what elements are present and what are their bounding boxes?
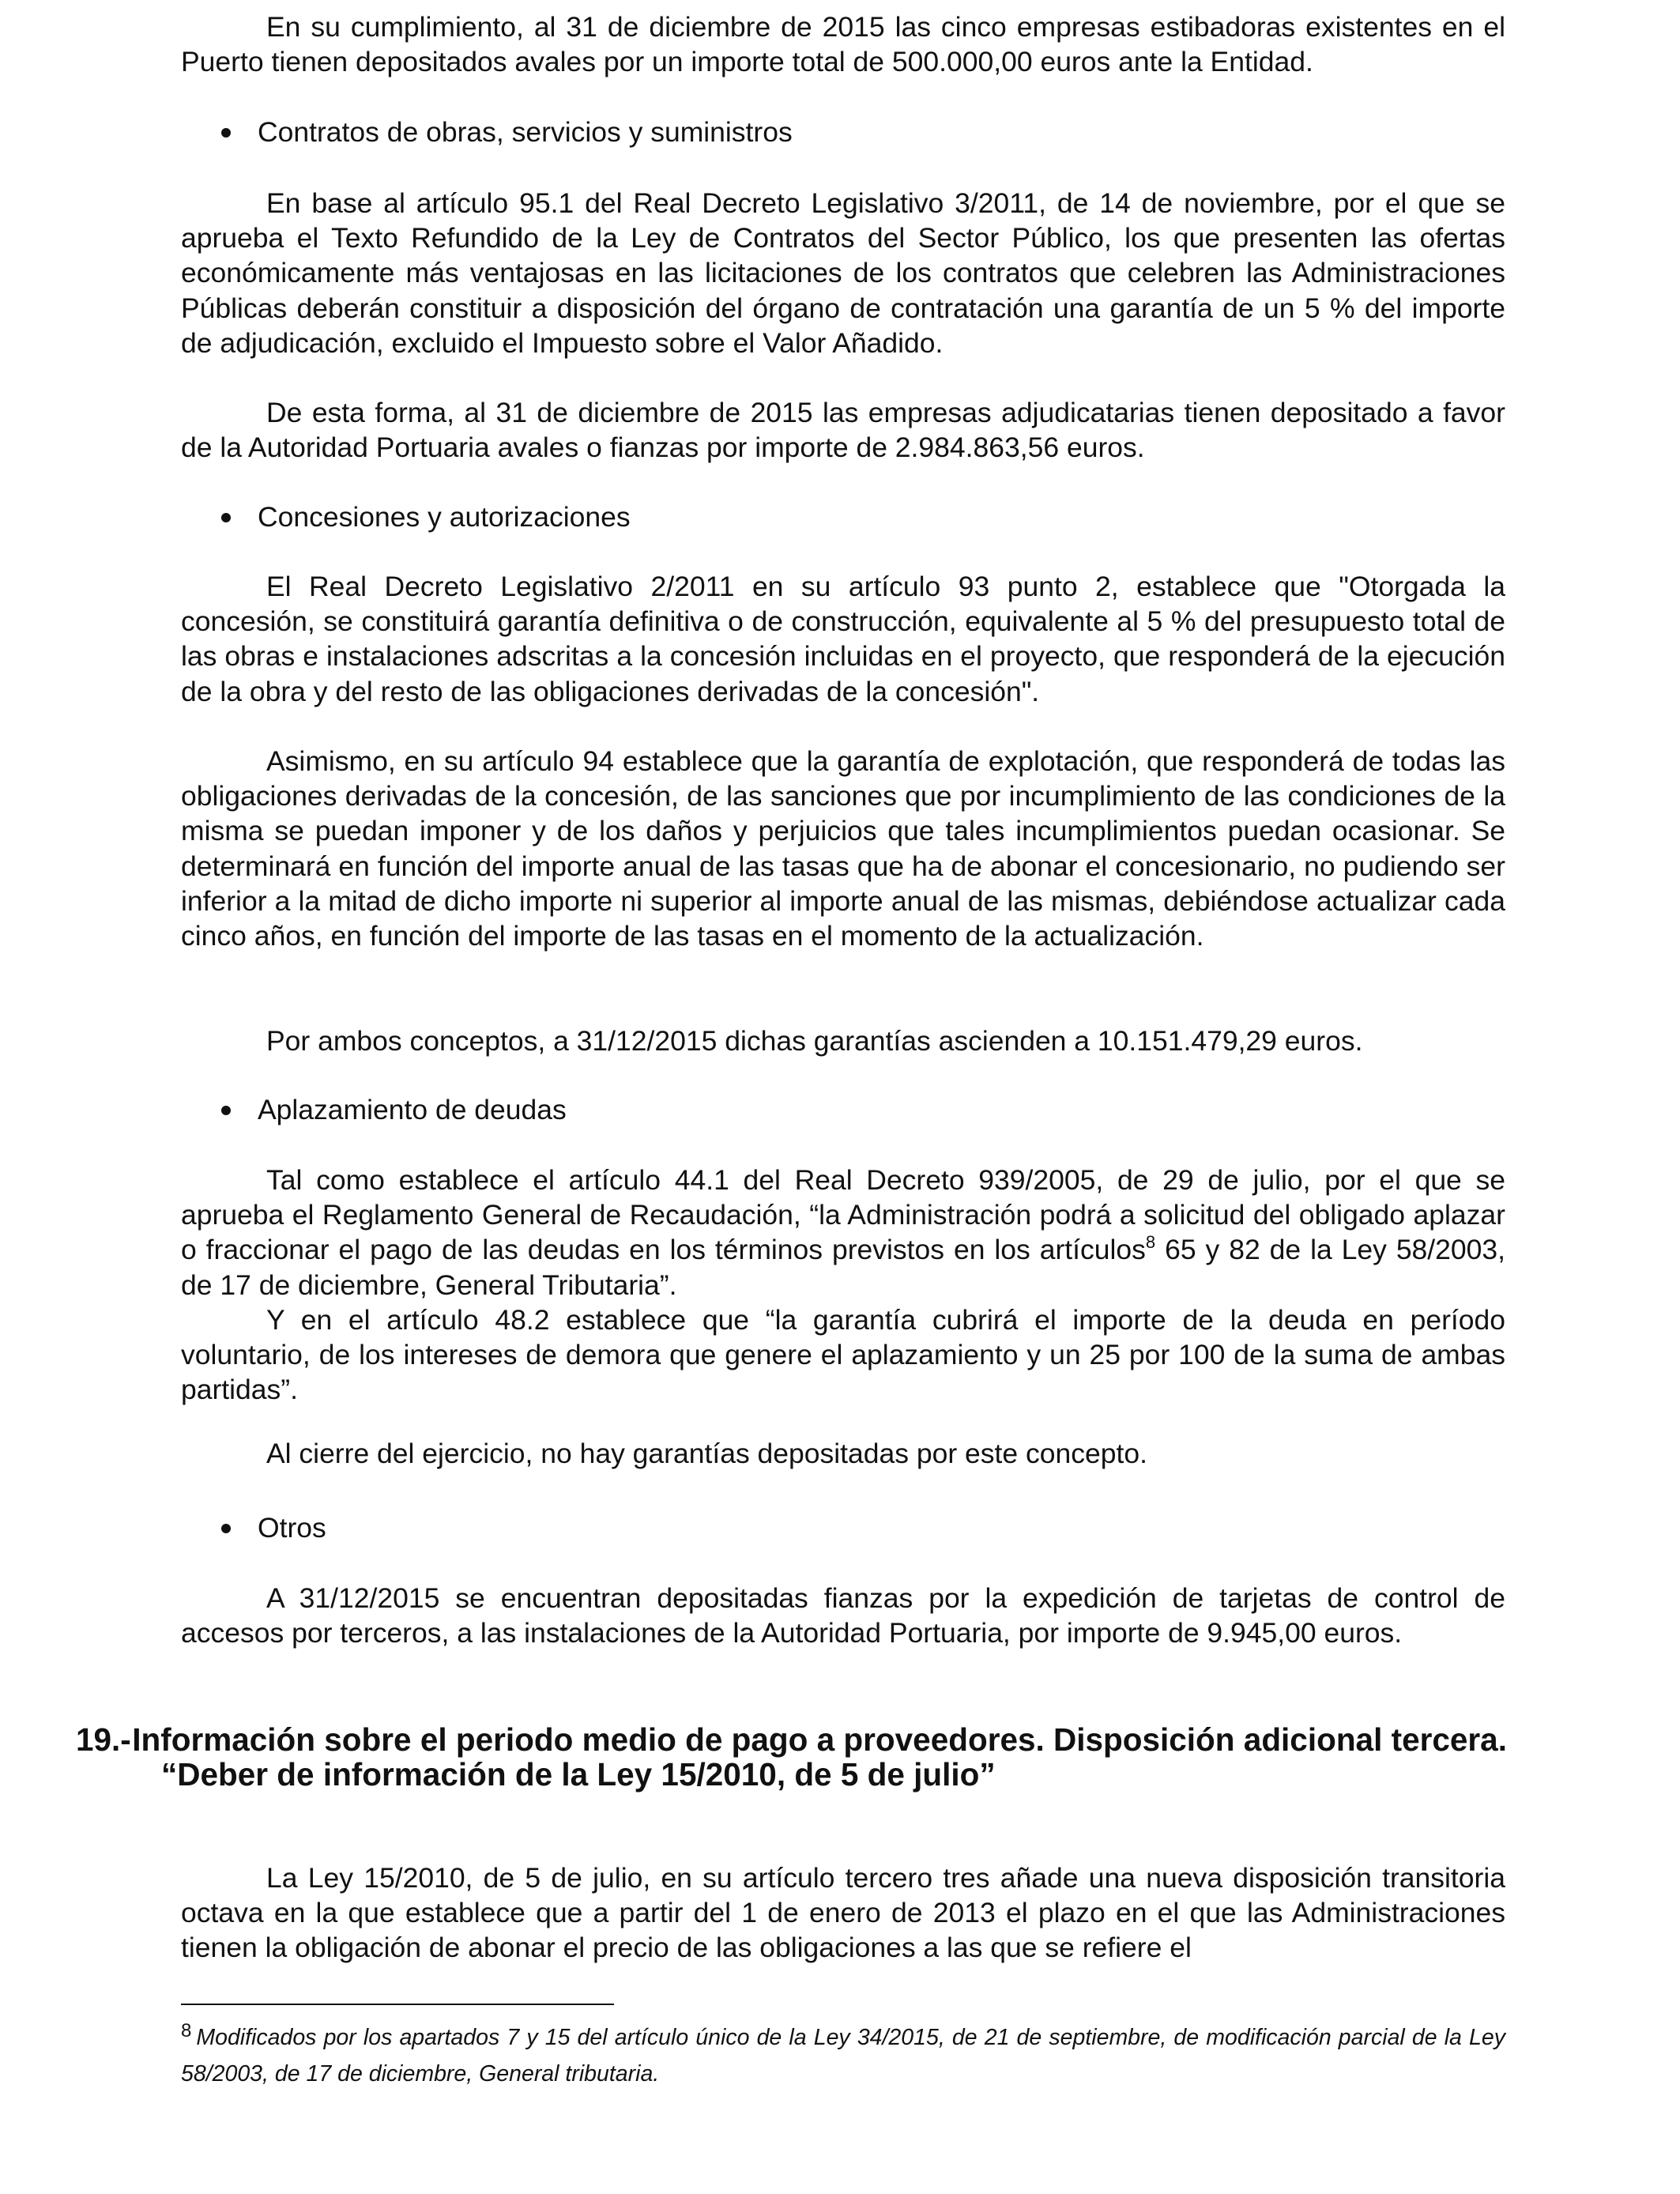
section-heading-line-1	[76, 1722, 1505, 1757]
bullet-dot	[221, 513, 231, 522]
footnote	[181, 2020, 1505, 2091]
paragraph-garantia-construccion: El Real Decreto Legislativo 2/2011 en su artículo 93 punto 2, establece que "Otorgada la concesión, se constituirá garantía definitiva o de construcción, equivalente al 5 % del presupuesto total de las obras e instalaciones adscritas a la concesión incluidas en el proyecto, que responderá de la ejecución de la obra y del resto de las obligaciones derivadas de la concesión".	[181, 571, 1505, 707]
bullet-label: Concesiones y autorizaciones	[258, 501, 631, 533]
paragraph-total-garantias: Por ambos conceptos, a 31/12/2015 dichas garantías ascienden a 10.151.479,29 euros.	[266, 1025, 1363, 1057]
paragraph-articulo-48: Y en el artículo 48.2 establece que “la garantía cubrirá el importe de la deuda en período voluntario, de los intereses de demora que genere el aplazamiento y un 25 por 100 de la suma de ambas partidas”.	[181, 1304, 1505, 1406]
footnote-mark: 8	[181, 2020, 192, 2041]
bullet-label: Contratos de obras, servicios y suministros	[258, 116, 793, 148]
paragraph-text-part: 65 y 82 de la Ley 58/2003, de 17 de diciembre, General Tributaria”.	[181, 1234, 1506, 1301]
bullet-dot	[221, 128, 231, 138]
paragraph-text-part: Tal como establece el artículo 44.1 del Real Decreto 939/2005, de 29 de julio, por el que se aprueba el Reglamento General de Recaudación, “la Administración podrá a solicitud del obligado aplazar o fraccionar el pago de las deudas en los términos previstos en los artículos	[181, 1164, 1505, 1266]
paragraph-avales-estibadoras: En su cumplimiento, al 31 de diciembre de 2015 las cinco empresas estibadoras existentes en el Puerto tienen depositados avales por un importe total de 500.000,00 euros ante la Entidad.	[181, 11, 1505, 78]
section-heading	[76, 1722, 1505, 1792]
footnote-reference[interactable]: 8	[1145, 1231, 1156, 1252]
footnote-text: Modificados por los apartados 7 y 15 del artículo único de la Ley 34/2015, de 21 de septiembre, de modificación parcial de la Ley 58/2003, de 17 de diciembre, General tributaria.	[181, 2025, 1505, 2087]
paragraph-ley-15-2010: La Ley 15/2010, de 5 de julio, en su artículo tercero tres añade una nueva disposición transitoria octava en la que establece que a partir del 1 de enero de 2013 el plazo en el que las Administraciones tienen la obligación de abonar el precio de las obligaciones a las que se refiere el	[181, 1862, 1505, 1964]
paragraph-empresas-adjudicatarias: De esta forma, al 31 de diciembre de 2015 las empresas adjudicatarias tienen depositado a favor de la Autoridad Portuaria avales o fianzas por importe de 2.984.863,56 euros.	[181, 397, 1505, 464]
paragraph-cierre-ejercicio: Al cierre del ejercicio, no hay garantías depositadas por este concepto.	[266, 1438, 1147, 1469]
section-heading-line-2: “Deber de información de la Ley 15/2010, de 5 de julio”	[161, 1756, 996, 1793]
paragraph-contratos-sector-publico: En base al artículo 95.1 del Real Decreto Legislativo 3/2011, de 14 de noviembre, por el que se aprueba el Texto Refundido de la Ley de Contratos del Sector Público, los que presenten las ofertas económicamente más ventajosas en las licitaciones de los contratos que celebren las Administraciones Públicas deberán constituir a disposición del órgano de contratación una garantía de un 5 % del importe de adjudicación, excluido el Impuesto sobre el Valor Añadido.	[181, 187, 1505, 359]
footnote-separator	[181, 2004, 614, 2005]
section-number: 19.-	[76, 1721, 131, 1758]
bullet-label: Otros	[258, 1512, 326, 1544]
bullet-label: Aplazamiento de deudas	[258, 1094, 567, 1125]
paragraph-reglamento-recaudacion	[181, 1163, 1505, 1302]
section-title: Información sobre el periodo medio de pago a proveedores. Disposición adicional tercera.	[132, 1721, 1507, 1758]
paragraph-garantia-explotacion: Asimismo, en su artículo 94 establece que la garantía de explotación, que responderá de todas las obligaciones derivadas de la concesión, de las sanciones que por incumplimiento de las condiciones de la misma se puedan imponer y de los daños y perjuicios que tales incumplimientos puedan ocasionar. Se determinará en función del importe anual de las tasas que ha de abonar el concesionario, no pudiendo ser inferior a la mitad de dicho importe ni superior al importe anual de las mismas, debiéndose actualizar cada cinco años, en función del importe de las tasas en el momento de la actualización.	[181, 745, 1505, 952]
bullet-dot	[221, 1106, 231, 1115]
bullet-dot	[221, 1524, 231, 1533]
paragraph-fianzas-tarjetas: A 31/12/2015 se encuentran depositadas fianzas por la expedición de tarjetas de control de accesos por terceros, a las instalaciones de la Autoridad Portuaria, por importe de 9.945,00 euros.	[181, 1582, 1505, 1649]
